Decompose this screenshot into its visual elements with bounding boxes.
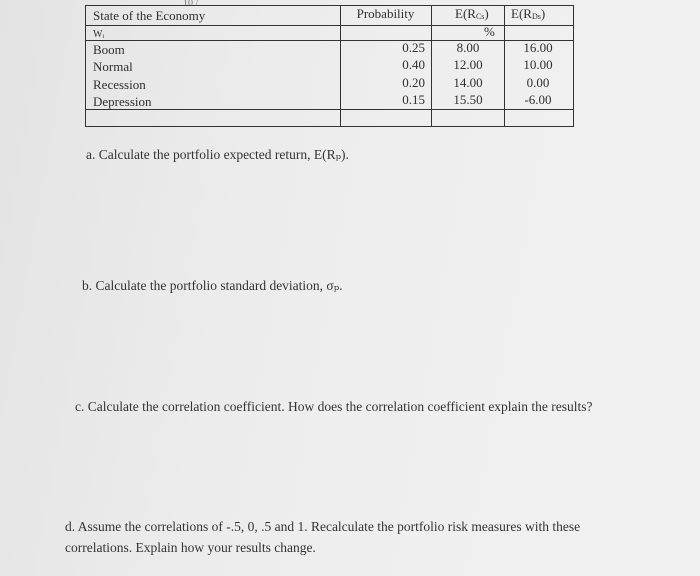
table-hline-subheader — [86, 40, 573, 41]
row-rds-normal: 10.00 — [523, 57, 553, 72]
question-d-line1: d. Assume the correlations of -.5, 0, .5 and 1. Recalculate the portfolio risk measures with these — [65, 519, 581, 534]
row-state-depression: Depression — [93, 94, 152, 109]
table-vline-rds — [504, 6, 505, 126]
row-rds-boom: 16.00 — [523, 40, 553, 55]
question-d-line2: correlations. Explain how your results change. — [65, 540, 316, 555]
header-percent: % — [484, 24, 495, 39]
header-rcs-suffix: ) — [484, 6, 489, 21]
header-rds-prefix: E(R — [511, 6, 532, 21]
row-probability-boom: 0.25 — [402, 40, 425, 55]
header-rds-suffix: ) — [540, 6, 546, 21]
economy-returns-table — [85, 5, 574, 127]
table-hline-bottom — [86, 109, 573, 110]
row-rcs-recession: 14.00 — [453, 75, 483, 90]
subheader-weights: Wᵢ — [93, 29, 105, 40]
header-rcs-prefix: E(R — [455, 6, 476, 21]
row-state-boom: Boom — [93, 42, 125, 57]
row-rds-depression: -6.00 — [524, 92, 552, 107]
row-probability-recession: 0.20 — [402, 75, 425, 90]
header-probability: Probability — [356, 6, 415, 21]
table-hline-header — [86, 25, 573, 26]
question-a: a. Calculate the portfolio expected return, E(Rₚ). — [86, 147, 349, 162]
header-rcs-sub: Cs — [475, 12, 485, 21]
header-state: State of the Economy — [93, 8, 206, 23]
row-state-normal: Normal — [93, 59, 133, 74]
page-top-mark: 10 /. — [183, 0, 201, 9]
row-rds-recession: 0.00 — [526, 75, 550, 90]
header-rcs — [455, 6, 489, 25]
question-c: c. Calculate the correlation coefficient. How does the correlation coefficient explain the results? — [75, 399, 593, 414]
row-rcs-boom: 8.00 — [456, 40, 480, 55]
row-probability-depression: 0.15 — [402, 92, 425, 107]
row-rcs-normal: 12.00 — [453, 57, 483, 72]
row-rcs-depression: 15.50 — [453, 92, 483, 107]
header-rds-sub: Ds — [531, 12, 541, 21]
question-b: b. Calculate the portfolio standard deviation, σₚ. — [82, 278, 343, 293]
header-rds — [511, 6, 545, 25]
row-probability-normal: 0.40 — [402, 57, 425, 72]
row-state-recession: Recession — [93, 77, 146, 92]
table-vline-rcs — [431, 6, 432, 126]
